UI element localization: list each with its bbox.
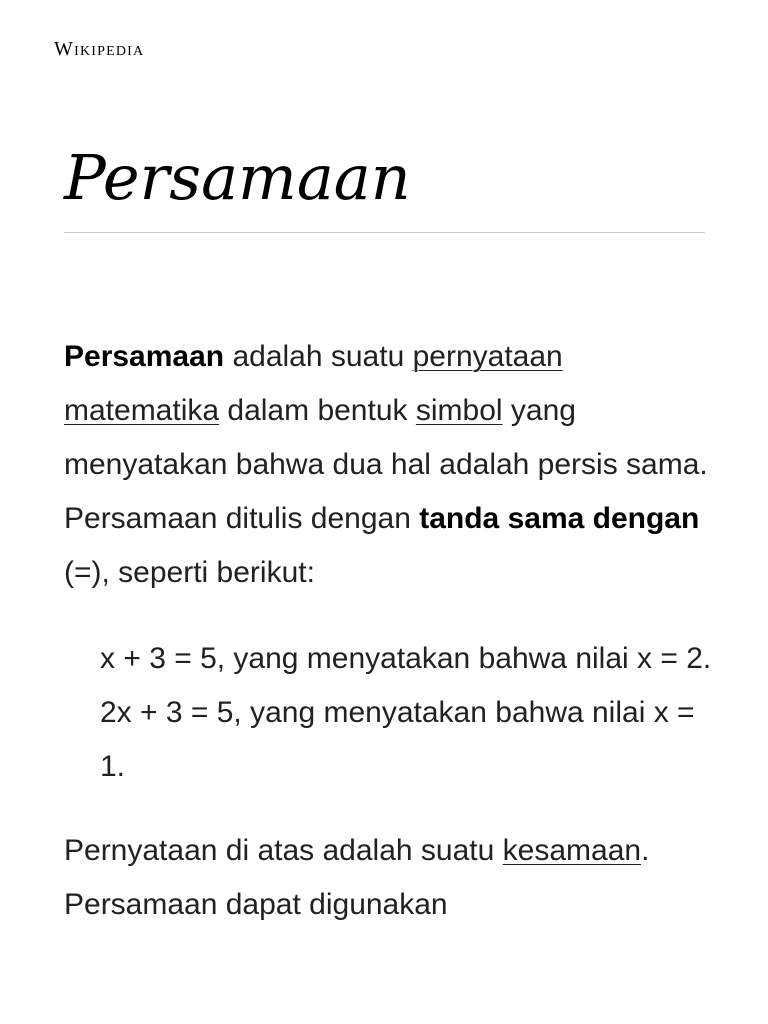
example-item: 2x + 3 = 5, yang menyatakan bahwa nilai x = 1. [100, 696, 695, 783]
second-paragraph [64, 824, 714, 932]
title-divider [64, 232, 705, 233]
para2-text-2: . Persamaan dapat digunakan [64, 834, 650, 921]
article-content [64, 330, 714, 932]
link-simbol[interactable]: simbol [415, 394, 503, 427]
link-pernyataan-matematika[interactable]: pernyataan matematika [64, 340, 563, 427]
intro-text-4: (=), seperti berikut: [64, 556, 315, 589]
intro-text-3: yang menyatakan bahwa dua hal adalah persis sama. Persamaan ditulis dengan [64, 394, 708, 535]
link-kesamaan[interactable]: kesamaan [502, 834, 642, 867]
intro-text-1: adalah suatu [224, 340, 413, 373]
intro-text-2: dalam bentuk [219, 394, 416, 427]
para2-text-1: Pernyataan di atas adalah suatu [64, 834, 503, 867]
header [54, 38, 144, 68]
examples-list [64, 632, 714, 794]
term-bold: Persamaan [64, 340, 225, 373]
wikipedia-wordmark[interactable]: Wikipedia [54, 38, 145, 60]
bold-tanda-sama-dengan: tanda sama dengan [419, 502, 700, 535]
page-title: Persamaan [64, 141, 411, 214]
intro-paragraph [64, 330, 714, 600]
example-item: x + 3 = 5, yang menyatakan bahwa nilai x = 2. [100, 642, 712, 675]
